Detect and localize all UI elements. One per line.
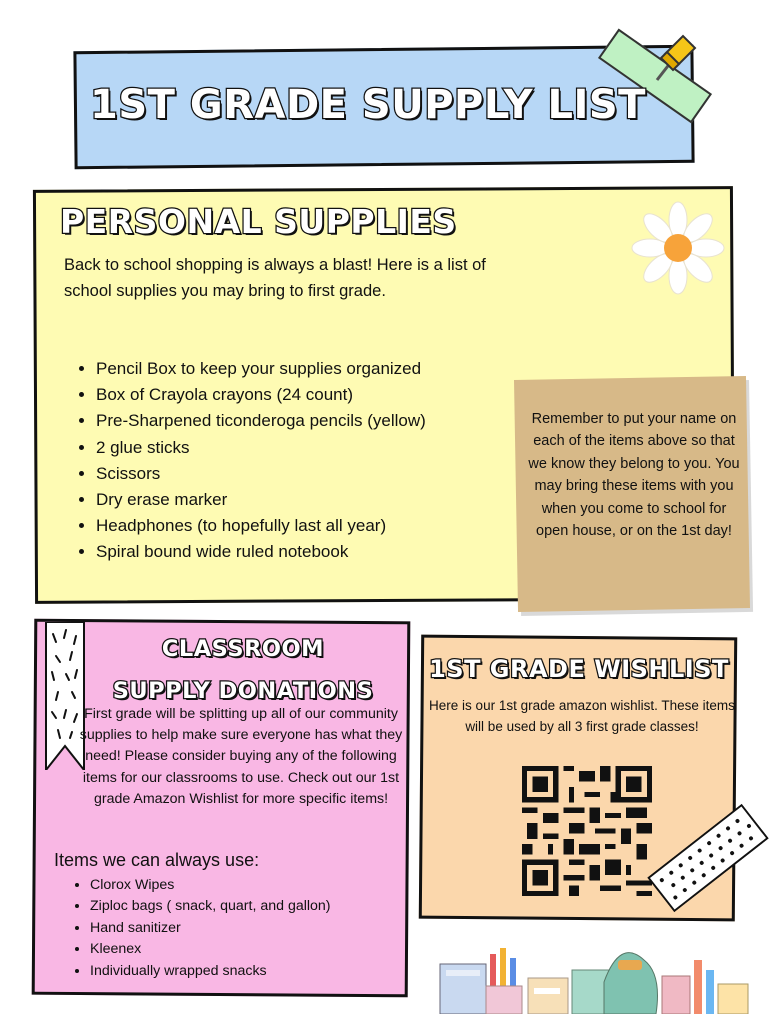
personal-supplies-title: PERSONAL SUPPLIES [60,202,457,241]
list-item: • Box of Crayola crayons (24 count) [96,382,546,408]
list-item: • Spiral bound wide ruled notebook [96,539,546,565]
list-item: • 2 glue sticks [96,435,546,461]
qr-code-icon[interactable] [522,766,652,896]
list-item: • Hand sanitizer [90,918,440,939]
daisy-icon [630,200,726,296]
list-item: • Dry erase marker [96,487,546,513]
personal-supplies-intro: Back to school shopping is always a blast! Here is a list of school supplies you may bring to first grade. [64,256,486,300]
list-item: • Individually wrapped snacks [90,961,440,982]
personal-supplies-list [58,356,546,566]
pushpin-icon [643,28,703,88]
list-item: • Ziploc bags ( snack, quart, and gallon) [90,896,440,917]
classroom-donations-intro: First grade will be splitting up all of our community supplies to help make sure everyone has what they need! Please consider buying any of the following items for our classrooms to use. Check out our 1st grade Amazon Wishlist for more specific items! [79,706,403,807]
list-item: • Scissors [96,461,546,487]
donations-items-heading: Items we can always use: [54,850,260,870]
list-item: • Pencil Box to keep your supplies organized [96,356,546,382]
school-supplies-icon [432,930,752,1014]
wishlist-title: 1ST GRADE WISHLIST [429,655,729,683]
reminder-note-text: Remember to put your name on each of the items above so that we know they belong to you. You may bring these items with you when you come to school for open house, or on the 1st day! [528,411,740,540]
wishlist-text: Here is our 1st grade amazon wishlist. These items will be used by all 3 first grade classes! [429,698,735,734]
list-item: • Kleenex [90,939,440,960]
classroom-donations-title-line1: CLASSROOM [161,636,325,662]
page-title: 1ST GRADE SUPPLY LIST [90,82,646,128]
list-item: • Pre-Sharpened ticonderoga pencils (yellow) [96,408,546,434]
donations-items-list [52,875,440,982]
classroom-donations-title-line2: SUPPLY DONATIONS [112,678,374,704]
list-item: • Clorox Wipes [90,875,440,896]
classroom-donations-title [90,628,396,712]
list-item: • Headphones (to hopefully last all year) [96,513,546,539]
